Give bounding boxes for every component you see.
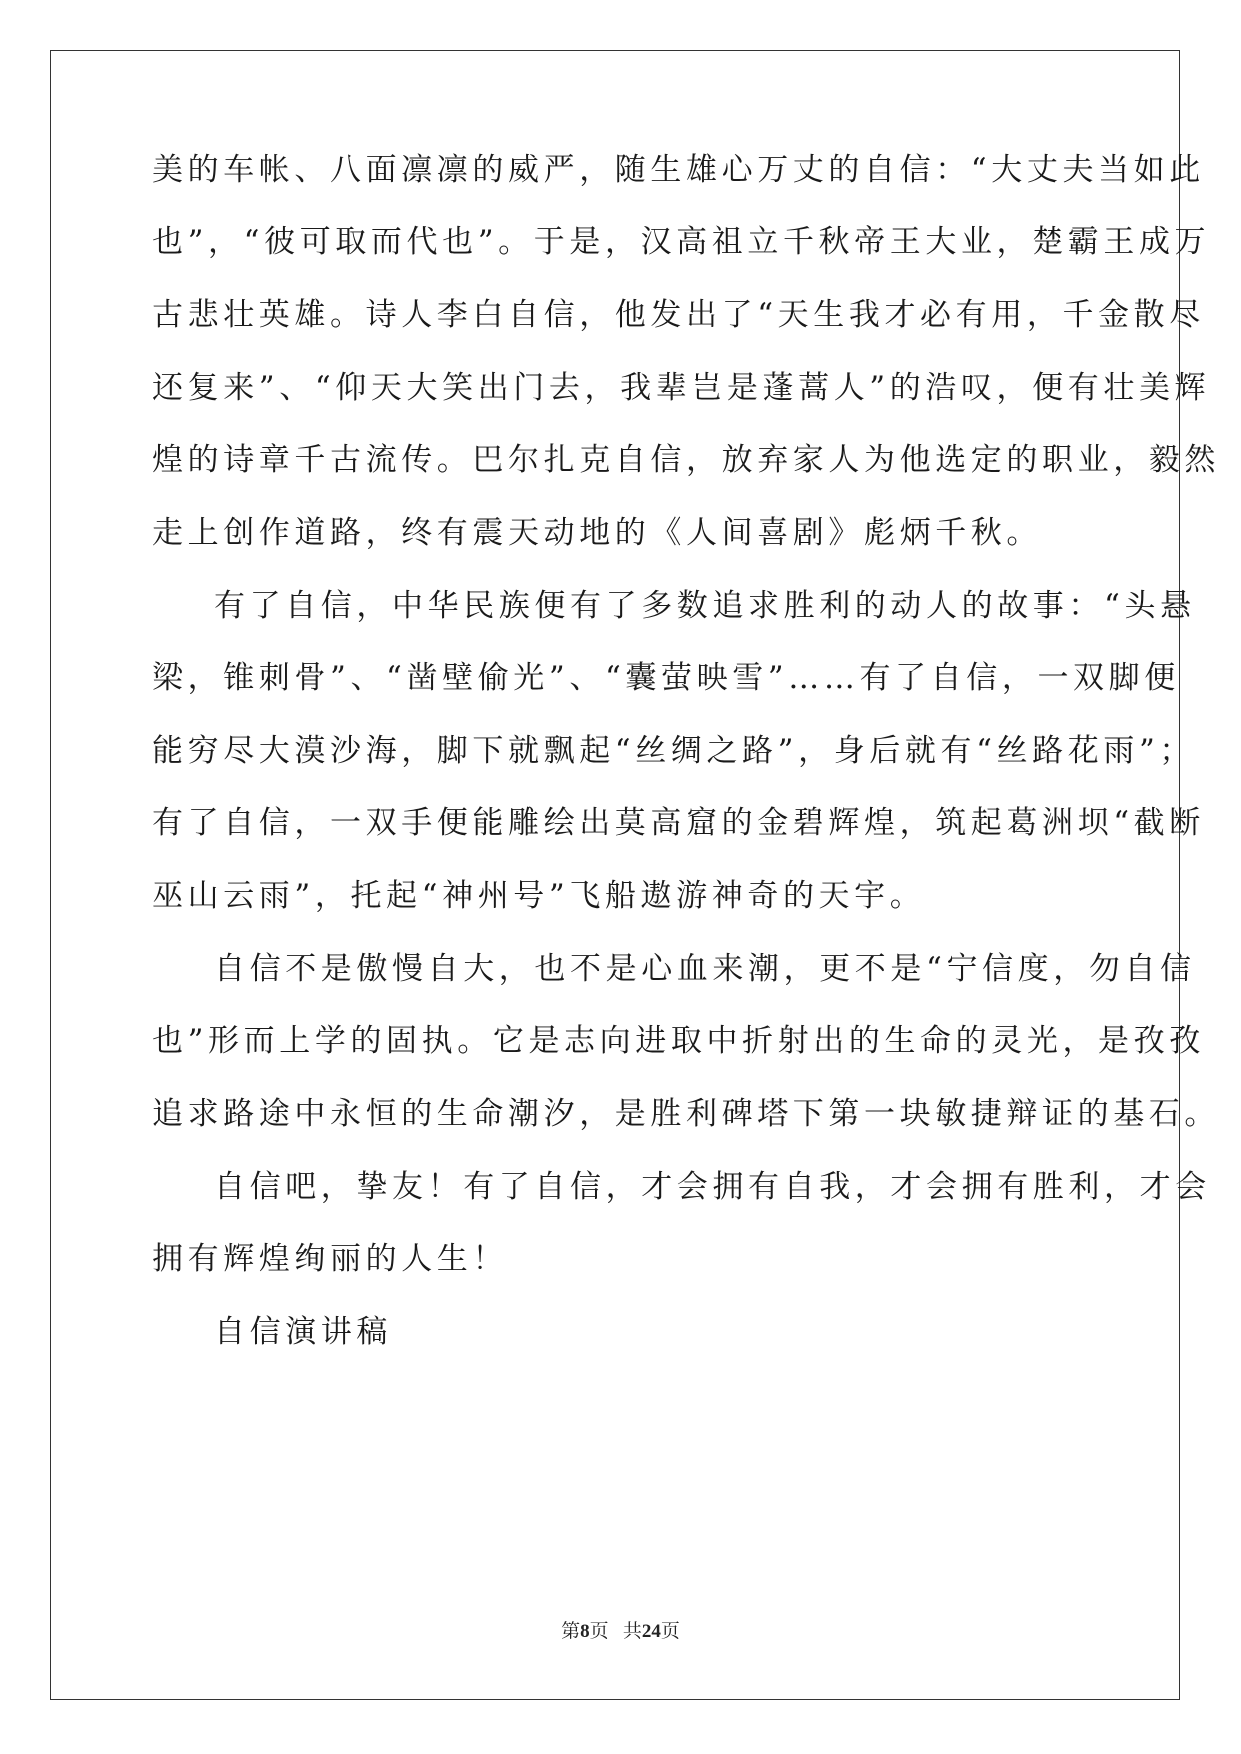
page-footer — [0, 1620, 1241, 1644]
body-line: 也”，“彼可取而代也”。于是，汉高祖立千秋帝王大业，楚霸王成万 — [152, 224, 1211, 260]
body-line: 梁，锥刺骨”、“凿壁偷光”、“囊萤映雪”……有了自信，一双脚便 — [152, 660, 1180, 696]
footer-total-suffix: 页 — [660, 1621, 680, 1642]
body-line: 美的车帐、八面凛凛的威严，随生雄心万丈的自信：“大丈夫当如此 — [152, 152, 1205, 188]
footer-total-prefix: 共 — [622, 1621, 642, 1642]
section-title: 自信演讲稿 — [214, 1314, 392, 1350]
body-line: 能穷尽大漠沙海，脚下就飘起“丝绸之路”，身后就有“丝路花雨”； — [152, 733, 1195, 769]
body-line: 还复来”、“仰天大笑出门去，我辈岂是蓬蒿人”的浩叹，便有壮美辉 — [152, 370, 1211, 406]
body-line: 也”形而上学的固执。它是志向进取中折射出的生命的灵光，是孜孜 — [152, 1023, 1205, 1059]
body-line: 自信吧，挚友！有了自信，才会拥有自我，才会拥有胜利，才会 — [214, 1169, 1211, 1205]
body-line: 自信不是傲慢自大，也不是心血来潮，更不是“宁信度，勿自信 — [214, 951, 1196, 987]
body-line: 有了自信，中华民族便有了多数追求胜利的动人的故事：“头悬 — [214, 588, 1196, 624]
body-line: 追求路途中永恒的生命潮汐，是胜利碑塔下第一块敏捷辩证的基石。 — [152, 1096, 1220, 1132]
body-line: 走上创作道路，终有震天动地的《人间喜剧》彪炳千秋。 — [152, 515, 1042, 551]
body-line: 巫山云雨”，托起“神州号”飞船遨游神奇的天宇。 — [152, 878, 926, 914]
footer-prefix: 第 — [561, 1621, 581, 1642]
body-line: 拥有辉煌绚丽的人生！ — [152, 1241, 508, 1277]
body-line: 有了自信，一双手便能雕绘出莫高窟的金碧辉煌，筑起葛洲坝“截断 — [152, 805, 1205, 841]
footer-page-suffix: 页 — [589, 1621, 609, 1642]
current-page-number: 8 — [580, 1621, 590, 1642]
body-line: 煌的诗章千古流传。巴尔扎克自信，放弃家人为他选定的职业，毅然 — [152, 442, 1220, 478]
body-line: 古悲壮英雄。诗人李白自信，他发出了“天生我才必有用，千金散尽 — [152, 297, 1205, 333]
total-pages-number: 24 — [641, 1621, 661, 1642]
